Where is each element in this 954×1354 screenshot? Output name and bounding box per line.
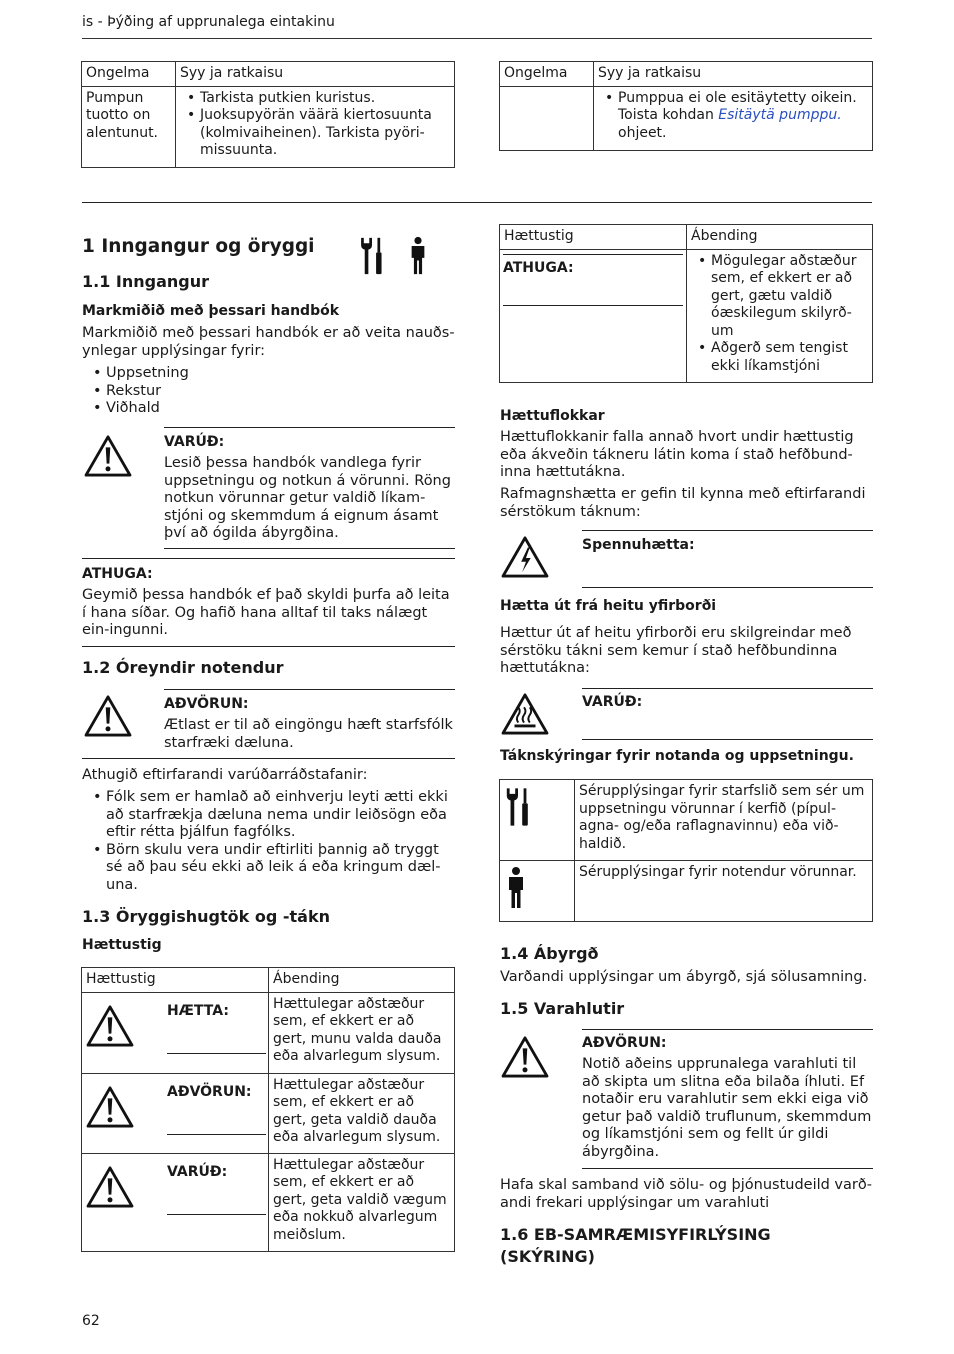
hazard-text: Hættulegar aðstæður sem, ef ekkert er að gert, geta valdið dauða eða alvarlegum slysum. [269, 1073, 455, 1153]
solution-list [186, 90, 450, 160]
divider [582, 688, 873, 689]
tools-icon [358, 236, 386, 276]
symbol-description: Sérupplýsingar fyrir starfslið sem sér um uppsetningu vörunnar í kerfið (pípul-agna- og/eða raflagnavinnu) eða við-haldið. [575, 780, 873, 861]
warning-label: AÐVÖRUN: [582, 1035, 667, 1051]
list-item: • Uppsetning [92, 365, 452, 383]
bullet-list [92, 789, 452, 894]
list-item: • Börn skulu vera undir eftirliti þannig að tryggt sé að þau séu ekki að leik á eða kringum dæl-una. [92, 842, 452, 895]
heading: Hætta út frá heitu yfirborði [500, 598, 717, 614]
problem-cell: Pumpun tuotto on alentunut. [82, 86, 176, 167]
subsection-title: 1.6 EB-SAMRÆMISYFIRLÝSING [500, 1225, 771, 1244]
hazard-label: AÐVÖRUN: [167, 1083, 252, 1100]
paragraph: Markmiðið með þessari handbók er að veita nauðs-ynlegar upplýsingar fyrir: [82, 325, 455, 359]
warning-icon [84, 435, 132, 477]
header-divider [82, 38, 872, 39]
col-header: Hættustig [82, 968, 269, 993]
divider [82, 558, 455, 559]
list-item: • Fólk sem er hamlað að einhverju leyti ætti ekki að starfrækja dæluna nema undir leiðsögn eða eftir rétta þjálfun fagfólks. [92, 789, 452, 842]
warning-icon [86, 1005, 134, 1047]
section-divider [82, 202, 872, 203]
subsection-title: (SKÝRING) [500, 1247, 595, 1266]
divider [582, 739, 873, 740]
heading: Hættustig [82, 937, 162, 953]
hazard-label: HÆTTA: [167, 1002, 229, 1019]
warning-icon [86, 1166, 134, 1208]
note-text: Geymið þessa handbók ef það skyldi þurfa að leita í hana síðar. Og hafið hana alltaf til taks nálægt ein-ingunni. [82, 587, 450, 638]
heading: Markmiðið með þessari handbók [82, 303, 340, 319]
note-level-table [499, 224, 873, 383]
person-icon [504, 864, 528, 912]
subsection-title: 1.2 Óreyndir notendur [82, 658, 284, 677]
note-label: ATHUGA: [503, 259, 574, 276]
hot-surface-icon [501, 693, 549, 735]
warning-text: Notið aðeins upprunalega varahluti til að skipta um slitna eða bilaða íhluti. Ef notaðir eru varahlutir sem ekki eiga við getur það valdið truflunum, skemmdum og líkamstjóni sem og fellt úr gildi ábyrgðina. [582, 1056, 872, 1160]
tools-icon [504, 783, 532, 831]
troubleshoot-table-right [499, 61, 873, 151]
link-esitayta-pumppu[interactable]: Esitäytä pumppu. [718, 107, 842, 123]
divider [164, 548, 455, 549]
caution-label: VARÚÐ: [164, 434, 225, 450]
divider [82, 646, 455, 647]
warning-icon [84, 695, 132, 737]
subsection-title: 1.1 Inngangur [82, 272, 210, 291]
divider [582, 587, 873, 588]
page-header: is - Þýðing af upprunalega eintakinu [82, 14, 335, 30]
list-item: • Tarkista putkien kuristus. [186, 90, 450, 108]
caution-text: Lesið þessa handbók vandlega fyrir uppsetningu og notkun á vörunni. Röng notkun vörunnar getur valdið líkam-stjóni og skemmdum á eignum ásamt því að ógilda ábyrgðina. [164, 455, 451, 541]
bullet-list [697, 253, 868, 376]
subsection-title: 1.4 Ábyrgð [500, 944, 599, 963]
hazard-label: VARÚÐ: [167, 1163, 228, 1180]
col-header: Syy ja ratkaisu [594, 62, 873, 87]
heading: Hættuflokkar [500, 408, 605, 424]
subsection-title: 1.3 Öryggishugtök og -tákn [82, 907, 330, 926]
divider [582, 1168, 873, 1169]
col-header: Syy ja ratkaisu [176, 62, 455, 87]
paragraph: Rafmagnshætta er gefin til kynna með eftirfarandi sérstökum táknum: [500, 486, 866, 520]
col-header: Ábending [269, 968, 455, 993]
symbol-description: Sérupplýsingar fyrir notendur vörunnar. [575, 861, 873, 922]
caution-label: VARÚÐ: [582, 694, 643, 710]
list-item: • Aðgerð sem tengist ekki líkamstjóni [697, 340, 868, 375]
divider [164, 689, 455, 690]
paragraph: Hættur út af heitu yfirborði eru skilgreindar með sérstöku tákni sem kemur í stað hefðbundinna hættutákna: [500, 625, 852, 676]
warning-label: AÐVÖRUN: [164, 696, 249, 712]
paragraph: Varðandi upplýsingar um ábyrgð, sjá sölusamning. [500, 969, 868, 985]
divider [164, 427, 455, 428]
list-item: • Juoksupyörän väärä kiertosuunta (kolmivaiheinen). Tarkista pyöri-missuunta. [186, 107, 450, 160]
voltage-icon [501, 536, 549, 578]
col-header: Ábending [687, 225, 873, 250]
warning-icon [501, 1036, 549, 1078]
divider [582, 1029, 873, 1030]
warning-icon [86, 1086, 134, 1128]
subsection-title: 1.5 Varahlutir [500, 999, 625, 1018]
list-item: • Mögulegar aðstæður sem, ef ekkert er að gert, gætu valdið óæskilegum skilyrð-um [697, 253, 868, 341]
warning-text: Ætlast er til að eingöngu hæft starfsfólk starfræki dæluna. [164, 717, 453, 751]
page-number: 62 [82, 1313, 100, 1329]
col-header: Hættustig [500, 225, 687, 250]
list-item: • Viðhald [92, 400, 452, 418]
troubleshoot-table-left [81, 61, 455, 168]
paragraph: Hafa skal samband við sölu- og þjónustudeild varð-andi frekari upplýsingar um varahluti [500, 1177, 872, 1211]
col-header: Ongelma [82, 62, 176, 87]
hazard-text: Hættulegar aðstæður sem, ef ekkert er að gert, geta valdið vægum eða nokkuð alvarlegum meiðslum. [269, 1153, 455, 1251]
person-icon [407, 236, 429, 276]
col-header: Ongelma [500, 62, 594, 87]
symbols-table [499, 779, 873, 922]
divider [82, 758, 455, 759]
voltage-label: Spennuhætta: [582, 537, 695, 553]
list-item: • Rekstur [92, 383, 452, 401]
note-label: ATHUGA: [82, 566, 153, 582]
bullet-list [92, 365, 452, 418]
hazard-levels-table [81, 967, 455, 1252]
problem-cell [500, 86, 594, 150]
heading: Táknskýringar fyrir notanda og uppsetningu. [500, 748, 854, 764]
paragraph: Hættuflokkanir falla annað hvort undir hættustig eða ákveðin tákneru látin koma í stað hefðbund-inna hættutákna. [500, 429, 854, 480]
hazard-text: Hættulegar aðstæður sem, ef ekkert er að gert, munu valda dauða eða alvarlegum slysum. [269, 992, 455, 1073]
list-item: • Pumppua ei ole esitäytetty oikein. Toista kohdan Esitäytä pumppu. ohjeet. [604, 90, 868, 143]
section-title: 1 Inngangur og öryggi [82, 236, 315, 257]
divider [582, 530, 873, 531]
paragraph: Athugið eftirfarandi varúðarráðstafanir: [82, 767, 368, 783]
